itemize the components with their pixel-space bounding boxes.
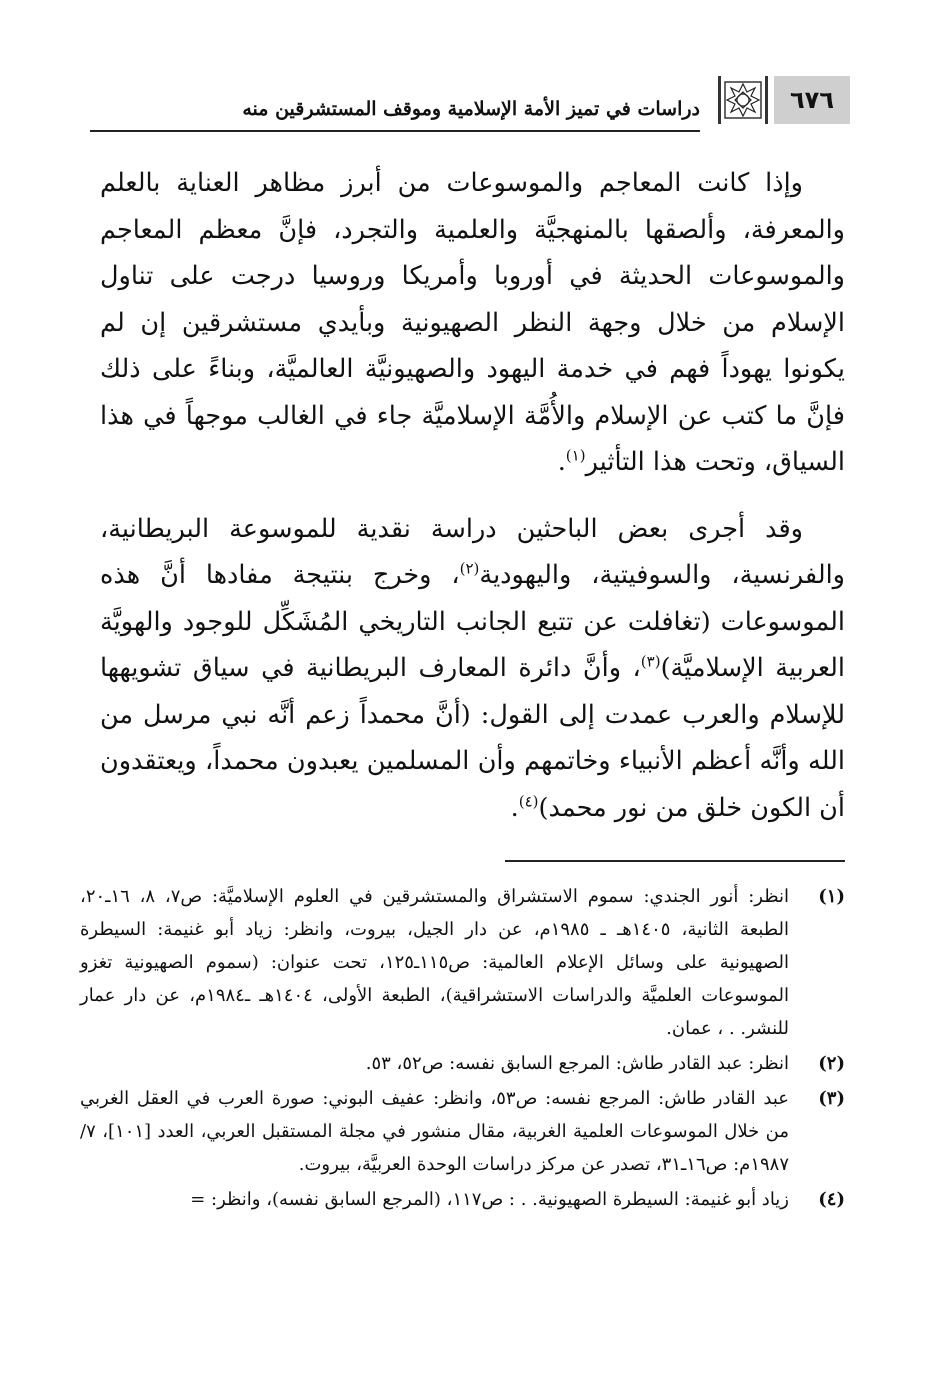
footnote-number: (٣) [818, 1088, 845, 1109]
page-number: ٦٧٦ [774, 76, 850, 124]
footnote-ref-2: (٢) [459, 559, 480, 578]
footnote-text: انظر: عبد القادر طاش: المرجع السابق نفسه: ص٥٢، ٥٣. [365, 1053, 789, 1074]
running-header [90, 72, 850, 136]
footnote-text: انظر: أنور الجندي: سموم الاستشراق والمستشرقين في العلوم الإسلاميَّة: ص٧، ٨، ١٦ـ٢٠، الطبعة الثانية، ١٤٠٥هـ ـ ١٩٨٥م، عن دار الجيل، بيروت، وانظر: زياد أبو غنيمة: السيطرة الصهيونية على وسائل الإعلام العالمية: ص١١٥ـ١٢٥، تحت عنوان: (سموم الصهيونية تغزو الموسوعات العلميَّة والدراسات الاستشراقية)، الطبعة الأولى، ١٤٠٤هـ ـ١٩٨٤م، عن دار عمار للنشر. . ، عمان. [80, 886, 790, 1039]
footnote-3 [80, 1082, 845, 1181]
footnotes [80, 880, 845, 1218]
paragraph-2-part3: ، وأنَّ دائرة المعارف البريطانية في سياق تشويهها للإسلام والعرب عمدت إلى القول: (أنَّ محمداً زعم أنَّه نبي مرسل من الله وأنَّه أعظم الأنبياء وخاتمهم وأن المسلمين يعبدون محمداً، ويعتقدون أن الكون خلق من نور محمد) [100, 653, 845, 823]
footnote-ref-4: (٤) [518, 792, 539, 810]
paragraph-1-text: وإذا كانت المعاجم والموسوعات من أبرز مظاهر العناية بالعلم والمعرفة، وألصقها بالمنهجيَّة والعلمية والتجرد، فإنَّ معظم المعاجم والموسوعات الحديثة في أوروبا وأمريكا وروسيا درجت على تناول الإسلام من خلال وجهة النظر الصهيونية وبأيدي مستشرقين إن لم يكونوا يهوداً فهم في خدمة اليهود والصهيونيَّة العالميَّة، وبناءً على ذلك فإنَّ ما كتب عن الإسلام والأُمَّة الإسلاميَّة جاء في الغالب موجهاً في هذا السياق، وتحت هذا التأثير [100, 168, 845, 477]
footnote-number: (٢) [818, 1053, 845, 1074]
paragraph-1-end: . [557, 447, 566, 477]
paragraph-2 [100, 506, 845, 832]
footnote-ref-1: (١) [565, 446, 586, 465]
footnote-ref-3: (٣) [640, 652, 661, 671]
footnote-number: (٤) [818, 1189, 845, 1210]
ornament-icon [718, 76, 768, 124]
paragraph-2-end: . [510, 792, 519, 823]
footnote-separator [505, 860, 845, 862]
paragraph-2-part1: وقد أجرى بعض الباحثين دراسة نقدية للموسوعة البريطانية، والفرنسية، والسوفيتية، واليهودية [100, 513, 845, 590]
footnote-text: زياد أبو غنيمة: السيطرة الصهيونية. . : ص١١٧، (المرجع السابق نفسه)، وانظر: = [190, 1189, 789, 1210]
footnote-number: (١) [818, 886, 845, 907]
footnote-text: عبد القادر طاش: المرجع نفسه: ص٥٣، وانظر: عفيف البوني: صورة العرب في العقل الغربي من خلال الموسوعات العلمية الغربية، مقال منشور في مجلة المستقبل العربي، العدد [١٠١]، ٧/ ١٩٨٧م: ص١٦ـ٣١، تصدر عن مركز دراسات الوحدة العربيَّة، بيروت. [80, 1088, 789, 1175]
header-title: دراسات في تميز الأمة الإسلامية وموقف المستشرقين منه [242, 98, 700, 120]
main-text [100, 160, 845, 831]
paragraph-1 [100, 160, 845, 486]
header-rule [90, 130, 700, 132]
footnote-2 [80, 1047, 845, 1080]
footnote-1 [80, 880, 845, 1045]
paragraph-2-part2: ، وخرج بنتيجة مفادها أنَّ هذه الموسوعات (تغافلت عن تتبع الجانب التاريخي المُشَكِّل للوجود والهويَّة العربية الإسلاميَّة) [100, 560, 845, 683]
footnote-4 [80, 1183, 845, 1216]
